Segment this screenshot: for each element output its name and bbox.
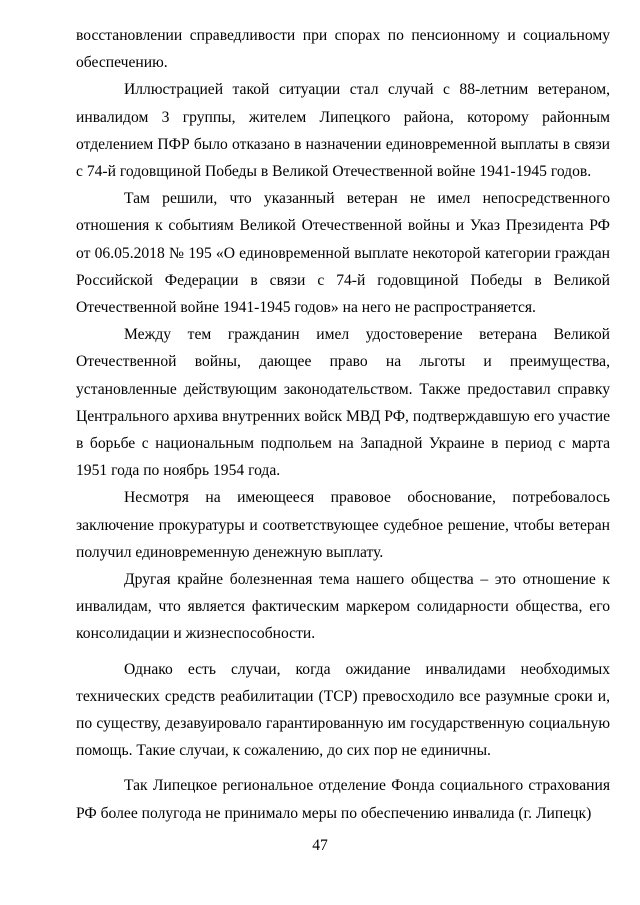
document-body	[76, 22, 610, 827]
paragraph-veteran-case: Иллюстрацией такой ситуации стал случай с 88-летним ветераном, инвалидом 3 группы, жителем Липецкого района, которому районным отделением ПФР было отказано в назначении единовременной выплаты в связи с 74-й годовщиной Победы в Великой Отечественной войне 1941-1945 годов.	[76, 81, 610, 181]
paragraph-rehab-means: Однако есть случаи, когда ожидание инвалидами необходимых технических средств реабилитации (ТСР) превосходило все разумные сроки и, по существу, дезавуировало гарантированную им государственную социальную помощь. Такие случаи, к сожалению, до сих пор не единичны.	[76, 660, 610, 760]
paragraph-fss-lipetsk: Так Липецкое региональное отделение Фонда социального страхования РФ более полугода не принимало меры по обеспечению инвалида (г. Липецк)	[76, 777, 610, 822]
paragraph-veteran-documents: Между тем гражданин имел удостоверение ветерана Великой Отечественной войны, дающее право на льготы и преимущества, установленные действующим законодательством. Также предоставил справку Центрального архива внутренних войск МВД РФ, подтверждавшую его участие в борьбе с национальным подпольем на Западной Украине в период с марта 1951 года по ноябрь 1954 года.	[76, 326, 610, 480]
paragraph-court-decision: Несмотря на имеющееся правовое обоснование, потребовалось заключение прокуратуры и соответствующее судебное решение, чтобы ветеран получил единовременную денежную выплату.	[76, 489, 610, 561]
page-number: 47	[312, 837, 328, 854]
paragraph-continuation: восстановлении справедливости при спорах по пенсионному и социальному обеспечению.	[76, 27, 610, 72]
paragraph-disabled-attitude: Другая крайне болезненная тема нашего общества – это отношение к инвалидам, что является фактическим маркером солидарности общества, его консолидации и жизнеспособности.	[76, 571, 610, 643]
paragraph-refusal-reason: Там решили, что указанный ветеран не имел непосредственного отношения к событиям Великой Отечественной войны и Указ Президента РФ от 06.05.2018 № 195 «О единовременной выплате некоторой категории граждан Российской Федерации в связи с 74-й годовщиной Победы в Великой Отечественной войне 1941-1945 годов» на него не распространяется.	[76, 190, 610, 317]
